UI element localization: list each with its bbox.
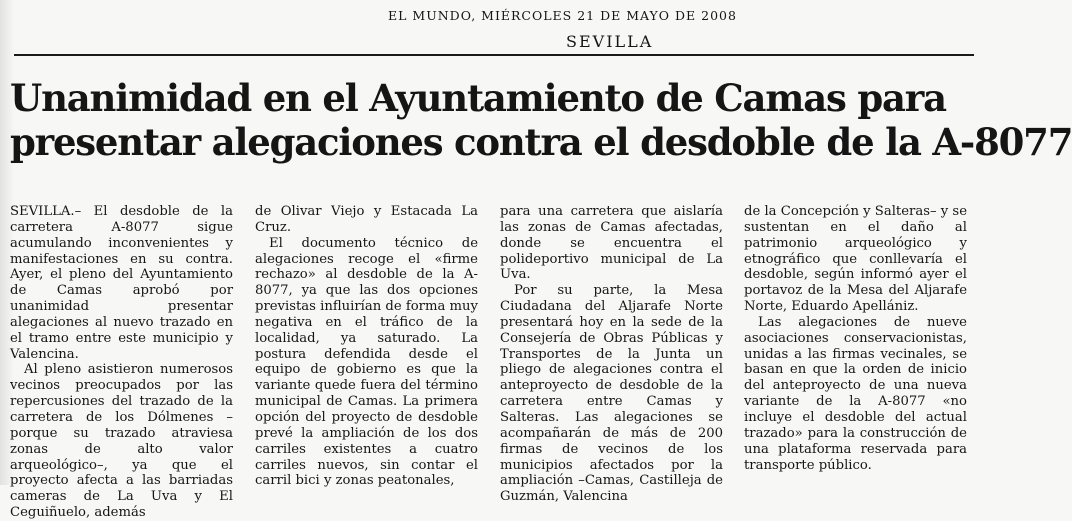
article-column-4 xyxy=(744,204,967,485)
article-body xyxy=(8,204,973,521)
header-divider xyxy=(14,54,974,56)
paragraph: El documento técnico de alegaciones recoge el «firme rechazo» al desdoble de la A-8077, ya que las dos opciones previstas influirían de forma muy negativa en el tráfico de la localidad, ya saturado. La postura defendida desde el equipo de gobierno es que la variante quede fuera del término municipal de Camas. La primera opción del proyecto de desdoble prevé la ampliación de los dos carriles existentes a cuatro carriles nuevos, sin contar el carril bici y zonas peatonales, xyxy=(255,235,478,489)
masthead: EL MUNDO, MIÉRCOLES 21 DE MAYO DE 2008 xyxy=(388,8,737,23)
paragraph: Al pleno asistieron numerosos vecinos preocupados por las repercusiones del trazado de la carretera de los Dólmenes –porque su trazado atraviesa zonas de alto valor arqueológico–, ya que el proyecto afecta a las barriadas cameras de La Uva y El Ceguiñuelo, además xyxy=(10,362,233,521)
paragraph: de Olivar Viejo y Estacada La Cruz. xyxy=(255,204,478,235)
paragraph: Por su parte, la Mesa Ciudadana del Aljarafe Norte presentará hoy en la sede de la Consejería de Obras Públicas y Transportes de la Junta un pliego de alegaciones contra el anteproyecto de desdoble de la carretera entre Camas y Salteras. Las alegaciones se acompañarán de más de 200 firmas de vecinos de los municipios afectados por la ampliación –Camas, Castilleja de Guzmán, Valencina xyxy=(500,283,723,505)
article-column-2 xyxy=(255,204,478,489)
article-column-1 xyxy=(10,204,233,521)
paragraph: Las alegaciones de nueve asociaciones conservacionistas, unidas a las firmas vecinales, se basan en que la orden de inicio del anteproyecto de una nueva variante de la A-8077 «no incluye el desdoble del actual trazado» para la construcción de una plataforma reservada para transporte público. xyxy=(744,314,967,473)
headline-line-1: Unanimidad en el Ayuntamiento de Camas para xyxy=(10,76,946,120)
headline-line-2: presentar alegaciones contra el desdoble de la A-8077 xyxy=(10,120,1072,164)
paragraph: SEVILLA.– El desdoble de la carretera A-8077 sigue acumulando inconvenientes y manifestaciones en su contra. Ayer, el pleno del Ayuntamiento de Camas aprobó por unanimidad presentar alegaciones al nuevo trazado en el tramo entre este municipio y Valencina. xyxy=(10,204,233,362)
paragraph: para una carretera que aislaría las zonas de Camas afectadas, donde se encuentra el polideportivo municipal de La Uva. xyxy=(500,204,723,283)
headline xyxy=(10,76,1072,164)
article-column-3 xyxy=(500,204,723,505)
paragraph: de la Concepción y Salteras– y se sustentan en el daño al patrimonio arqueológico y etnográfico que conllevaría el desdoble, según informó ayer el portavoz de la Mesa del Aljarafe Norte, Eduardo Apellániz. xyxy=(744,204,967,315)
section-label: SEVILLA xyxy=(566,32,654,51)
